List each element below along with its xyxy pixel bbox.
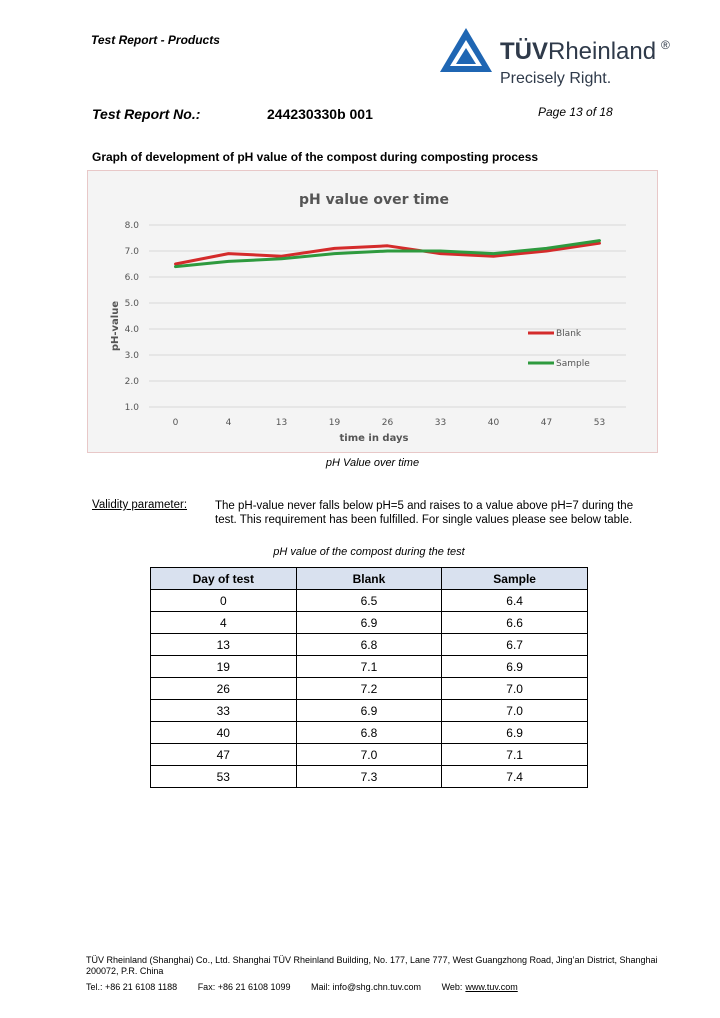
footer-address: TÜV Rheinland (Shanghai) Co., Ltd. Shanghai TÜV Rheinland Building, No. 177, Lane 777, West Guangzhong Road, Jing’an District, Shanghai 200072, P.R. China — [86, 955, 658, 976]
y-tick-label: 5.0 — [124, 299, 139, 309]
table-row — [151, 678, 588, 700]
report-number-label: Test Report No.: — [92, 106, 201, 122]
x-axis-label: time in days — [339, 433, 409, 444]
y-tick-label: 1.0 — [124, 403, 139, 413]
footer-mail: Mail: info@shg.chn.tuv.com — [311, 982, 422, 992]
x-tick-label: 0 — [172, 418, 179, 428]
x-tick-label: 4 — [225, 418, 232, 428]
cell-day: 47 — [151, 744, 297, 766]
legend-label-blank: Blank — [556, 329, 582, 339]
table-row — [151, 766, 588, 788]
table-caption: pH value of the compost during the test — [273, 546, 465, 558]
document-header-title: Test Report - Products — [91, 33, 220, 47]
cell-sample: 6.9 — [442, 656, 588, 678]
cell-blank: 7.2 — [296, 678, 442, 700]
triangle-logo-icon — [440, 26, 496, 74]
cell-sample: 6.4 — [442, 590, 588, 612]
tuv-rheinland-logo — [440, 26, 680, 92]
table-row — [151, 634, 588, 656]
table-row — [151, 612, 588, 634]
y-tick-label: 3.0 — [124, 351, 139, 361]
header-day: Day of test — [151, 568, 297, 590]
table-row — [151, 590, 588, 612]
cell-day: 19 — [151, 656, 297, 678]
cell-blank: 7.1 — [296, 656, 442, 678]
cell-sample: 7.0 — [442, 700, 588, 722]
cell-sample: 6.6 — [442, 612, 588, 634]
x-tick-label: 26 — [381, 418, 394, 428]
table-row — [151, 744, 588, 766]
footer-fax: Fax: +86 21 6108 1099 — [197, 982, 291, 992]
footer-web-link[interactable]: www.tuv.com — [465, 982, 518, 992]
ph-chart-svg — [88, 171, 659, 454]
validity-label: Validity parameter: — [92, 499, 188, 511]
y-tick-label: 6.0 — [124, 273, 139, 283]
cell-sample: 7.0 — [442, 678, 588, 700]
cell-day: 0 — [151, 590, 297, 612]
x-tick-label: 47 — [540, 418, 553, 428]
cell-day: 40 — [151, 722, 297, 744]
table-row — [151, 722, 588, 744]
cell-sample: 6.7 — [442, 634, 588, 656]
header-sample: Sample — [442, 568, 588, 590]
x-tick-label: 19 — [328, 418, 341, 428]
x-tick-label: 53 — [593, 418, 606, 428]
cell-sample: 7.1 — [442, 744, 588, 766]
page-number: Page 13 of 18 — [538, 105, 613, 119]
x-tick-label: 40 — [487, 418, 500, 428]
legend-label-sample: Sample — [556, 359, 590, 369]
table-header-row — [151, 568, 588, 590]
validity-text: The pH-value never falls below pH=5 and raises to a value above pH=7 during the test. This requirement has been fulfilled. For single values please see below table. — [215, 500, 634, 526]
y-axis-label: pH-value — [110, 300, 121, 352]
cell-day: 53 — [151, 766, 297, 788]
graph-heading: Graph of development of pH value of the compost during composting process — [92, 150, 539, 164]
cell-sample: 7.4 — [442, 766, 588, 788]
table-row — [151, 700, 588, 722]
y-tick-label: 2.0 — [124, 377, 139, 387]
cell-blank: 6.8 — [296, 722, 442, 744]
footer-web-label: Web: — [441, 982, 463, 992]
x-tick-label: 13 — [275, 418, 288, 428]
chart-caption: pH Value over time — [325, 457, 420, 469]
footer-tel: Tel.: +86 21 6108 1188 — [86, 982, 178, 992]
logo-slogan: Precisely Right. — [500, 70, 612, 87]
cell-blank: 6.9 — [296, 700, 442, 722]
ph-table — [150, 567, 588, 788]
x-tick-label: 33 — [434, 418, 447, 428]
y-tick-label: 4.0 — [124, 325, 139, 335]
cell-day: 33 — [151, 700, 297, 722]
cell-blank: 6.8 — [296, 634, 442, 656]
cell-blank: 7.3 — [296, 766, 442, 788]
logo-brand-name: TÜVRheinland — [500, 38, 657, 65]
footer-contacts — [86, 982, 554, 992]
cell-blank: 6.5 — [296, 590, 442, 612]
y-tick-label: 8.0 — [124, 221, 139, 231]
y-tick-label: 7.0 — [124, 247, 139, 257]
logo-registered-mark: ® — [661, 38, 670, 52]
ph-chart — [87, 170, 658, 453]
footer-web — [442, 982, 536, 992]
cell-day: 4 — [151, 612, 297, 634]
table-row — [151, 656, 588, 678]
cell-blank: 6.9 — [296, 612, 442, 634]
cell-day: 26 — [151, 678, 297, 700]
header-blank: Blank — [296, 568, 442, 590]
cell-sample: 6.9 — [442, 722, 588, 744]
chart-title: pH value over time — [299, 192, 449, 208]
cell-blank: 7.0 — [296, 744, 442, 766]
cell-day: 13 — [151, 634, 297, 656]
report-number: 244230330b 001 — [267, 106, 373, 122]
